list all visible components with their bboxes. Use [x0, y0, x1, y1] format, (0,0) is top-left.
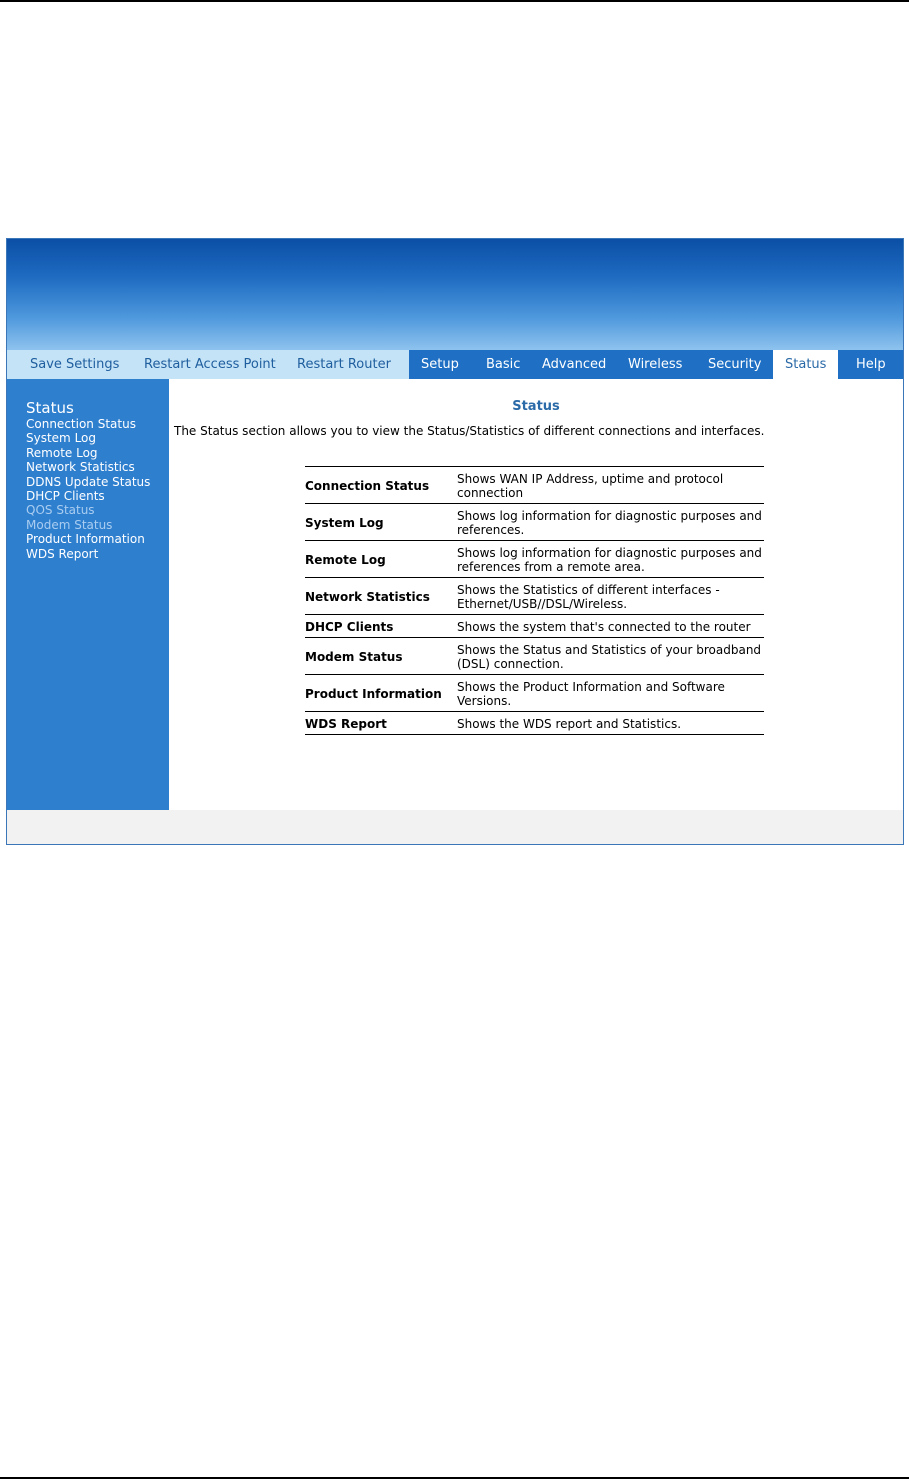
- row-description: Shows the Status and Statistics of your broadband (DSL) connection.: [457, 643, 762, 671]
- tab-status[interactable]: Status: [773, 350, 838, 379]
- page-title: Status: [512, 399, 560, 414]
- row-name: Modem Status: [305, 650, 403, 664]
- row-name: Network Statistics: [305, 590, 430, 604]
- sidebar-item-dhcp-clients[interactable]: DHCP Clients: [26, 489, 105, 504]
- row-description: Shows the system that's connected to the router: [457, 620, 751, 634]
- table-row: [305, 578, 764, 615]
- row-description: Shows log information for diagnostic purposes and references.: [457, 509, 762, 537]
- table-row: [305, 675, 764, 712]
- tab-help[interactable]: Help: [856, 357, 886, 372]
- table-row: [305, 638, 764, 675]
- router-ui-window: [6, 238, 904, 845]
- page-top-rule: [0, 0, 909, 2]
- row-name: WDS Report: [305, 717, 387, 731]
- row-name: Connection Status: [305, 479, 430, 493]
- sidebar-item-remote-log[interactable]: Remote Log: [26, 445, 98, 460]
- tab-wireless[interactable]: Wireless: [628, 357, 683, 372]
- row-description: Shows the WDS report and Statistics.: [457, 717, 682, 731]
- row-description: Shows the Product Information and Software Versions.: [457, 680, 725, 708]
- row-description: Shows WAN IP Address, uptime and protocol connection: [457, 472, 724, 500]
- sidebar-item-wds-report[interactable]: WDS Report: [26, 546, 99, 561]
- tab-advanced[interactable]: Advanced: [542, 357, 607, 372]
- sidebar-item-connection-status[interactable]: Connection Status: [26, 417, 136, 431]
- save-settings-button[interactable]: Save Settings: [30, 357, 120, 372]
- sidebar-title: Status: [26, 399, 74, 417]
- tab-basic[interactable]: Basic: [486, 357, 521, 372]
- sidebar-item-ddns-update-status[interactable]: DDNS Update Status: [26, 474, 151, 489]
- sidebar-item-network-statistics[interactable]: Network Statistics: [26, 460, 135, 475]
- tab-setup[interactable]: Setup: [421, 357, 459, 372]
- status-sections-table: [305, 466, 764, 735]
- table-row: [305, 712, 764, 735]
- table-row: [305, 615, 764, 638]
- header-banner: [7, 239, 903, 350]
- sidebar: [7, 379, 169, 810]
- table-row: [305, 467, 764, 504]
- sidebar-item-product-information[interactable]: Product Information: [26, 532, 145, 547]
- page-bottom-rule: [0, 1477, 909, 1479]
- sidebar-item-qos-status: QOS Status: [26, 503, 95, 518]
- row-name: Product Information: [305, 687, 442, 701]
- tab-security[interactable]: Security: [708, 357, 762, 372]
- table-row: [305, 504, 764, 541]
- sidebar-item-system-log[interactable]: System Log: [26, 431, 96, 446]
- row-name: Remote Log: [305, 553, 386, 567]
- row-description: Shows log information for diagnostic purposes and references from a remote area.: [457, 546, 762, 574]
- row-description: Shows the Statistics of different interfaces - Ethernet/USB//DSL/Wireless.: [457, 583, 720, 611]
- main-content: [169, 379, 903, 810]
- row-name: DHCP Clients: [305, 620, 394, 634]
- restart-access-point-button[interactable]: Restart Access Point: [144, 357, 276, 372]
- restart-router-button[interactable]: Restart Router: [297, 357, 391, 372]
- sidebar-item-modem-status: Modem Status: [26, 517, 113, 532]
- sidebar-menu: [26, 417, 150, 561]
- table-row: [305, 541, 764, 578]
- row-name: System Log: [305, 516, 384, 530]
- top-nav-bar: [7, 350, 903, 379]
- intro-text: The Status section allows you to view the Status/Statistics of different connections and interfaces.: [174, 424, 765, 438]
- action-bar: [7, 350, 409, 379]
